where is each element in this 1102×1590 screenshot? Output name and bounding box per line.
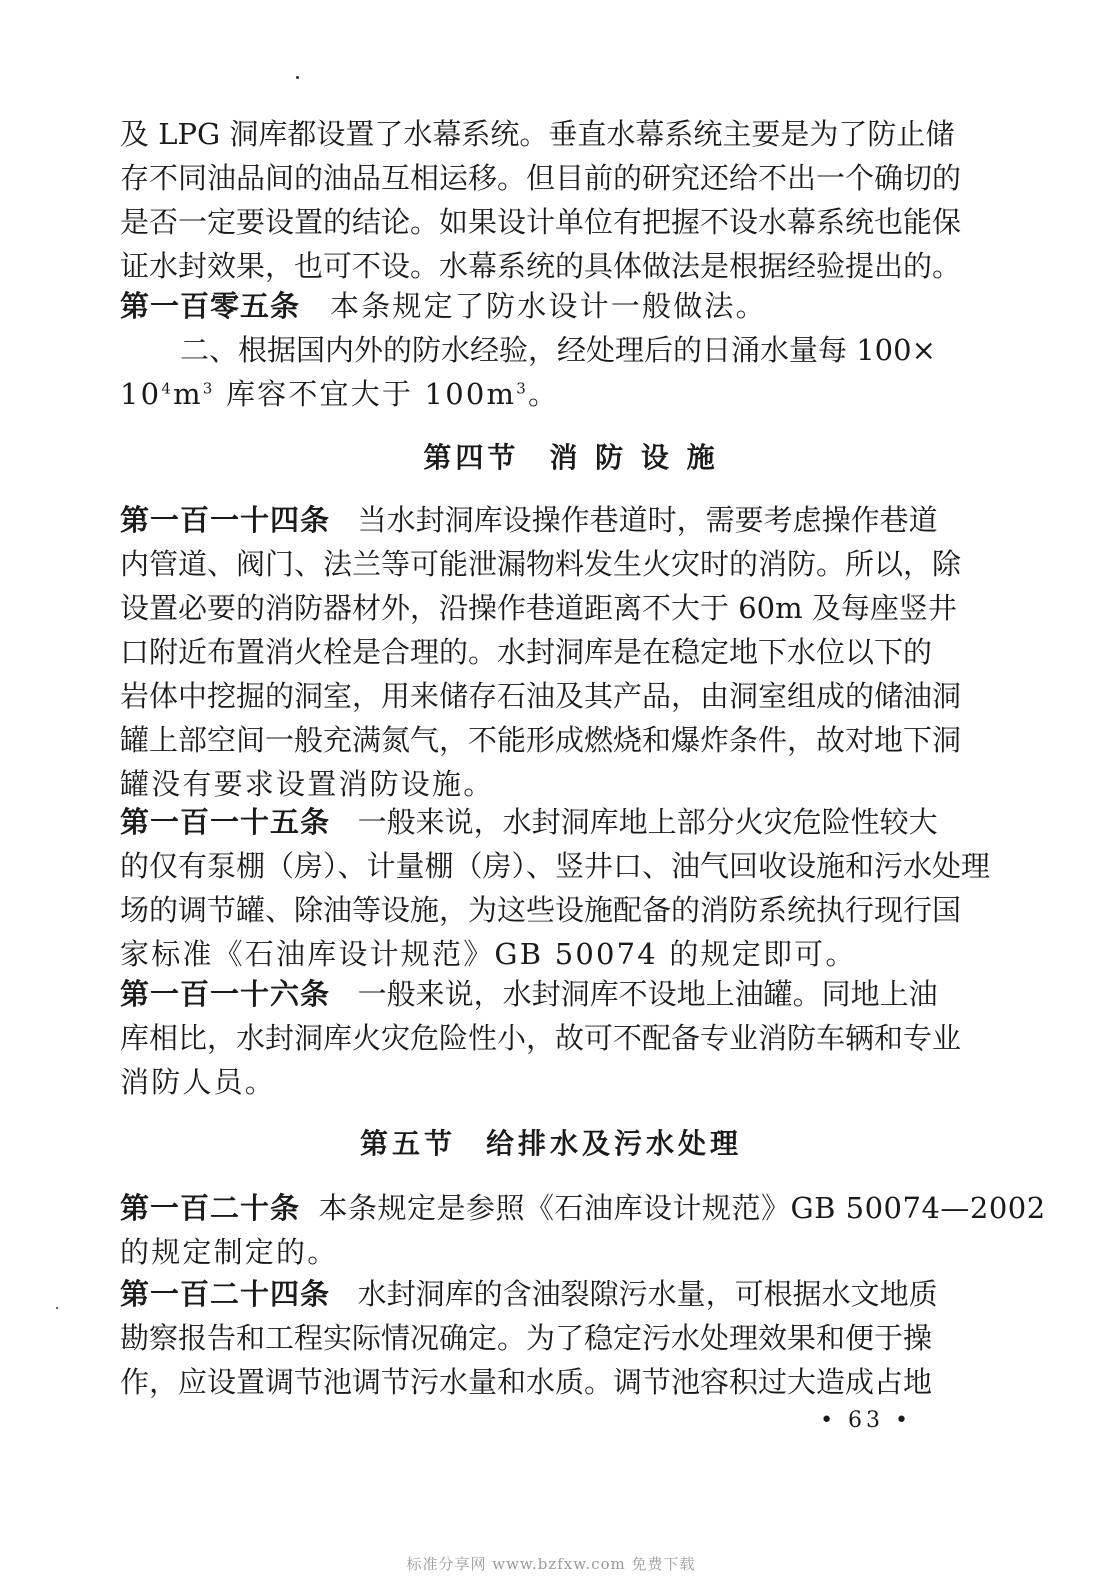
article-115 (120, 800, 991, 976)
article-heading: 第一百一十四条 (120, 503, 331, 537)
page-number: • 63 • (820, 1408, 912, 1433)
section-number: 第四节 (423, 441, 520, 474)
article-heading: 第一百二十四条 (120, 1277, 331, 1311)
text-line: 岩体中挖掘的洞室，用来储存石油及其产品，由洞室组成的储油洞 (120, 679, 962, 713)
article-text: 水封洞库的含油裂隙污水量，可根据水文地质 (357, 1277, 938, 1311)
section-heading (0, 1122, 1102, 1162)
text-line: 库相比，水封洞库火灾危险性小，故可不配备专业消防车辆和专业 (120, 1021, 962, 1055)
article-heading: 第一百二十条 (120, 1191, 301, 1225)
text-line: 家标准《石油库设计规范》GB 50074 的规定即可。 (120, 937, 857, 971)
text-line: 是否一定要设置的结论。如果设计单位有把握不设水幕系统也能保 (120, 205, 962, 239)
text-line: 场的调节罐、除油等设施，为这些设施配备的消防系统执行现行国 (120, 893, 962, 927)
article-124 (120, 1272, 938, 1404)
text-line: 口附近布置消火栓是合理的。水封洞库是在稳定地下水位以下的 (120, 635, 933, 669)
section-title: 消 防 设 施 (549, 441, 719, 474)
article-text: 一般来说，水封洞库地上部分火灾危险性较大 (357, 805, 938, 839)
article-text: 本条规定了防水设计一般做法。 (330, 289, 767, 323)
text-line: 二、根据国内外的防水经验，经处理后的日涌水量每 100× (180, 333, 936, 367)
paragraph-top (120, 112, 962, 288)
paragraph-water (120, 328, 936, 416)
text-line: $10^4m^3$ 库容不宜大于 $100m^3$。 (120, 377, 560, 411)
scan-speck (296, 76, 299, 79)
article-heading: 第一百一十五条 (120, 805, 331, 839)
article-text: 本条规定是参照《石油库设计规范》GB 50074—2002 (318, 1191, 1046, 1225)
article-heading: 第一百零五条 (120, 289, 301, 323)
section-number: 第五节 (359, 1127, 456, 1160)
article-116 (120, 972, 962, 1104)
section-title: 给排水及污水处理 (486, 1127, 743, 1160)
text-line: 罐上部空间一般充满氮气，不能形成燃烧和爆炸条件，故对地下洞 (120, 723, 962, 757)
text-line: 的仅有泵棚（房）、计量棚（房）、竖井口、油气回收设施和污水处理 (120, 849, 991, 883)
text-line: 及 LPG 洞库都设置了水幕系统。垂直水幕系统主要是为了防止储 (120, 117, 955, 151)
text-line: 设置必要的消防器材外，沿操作巷道距离不大于 60m 及每座竖井 (120, 591, 957, 625)
article-105 (120, 284, 932, 328)
text-line: 的规定制定的。 (120, 1235, 339, 1269)
footer-watermark: 标准分享网 www.bzfxw.com 免费下载 (406, 1555, 696, 1573)
article-text: 当水封洞库设操作巷道时，需要考虑操作巷道 (357, 503, 938, 537)
article-heading: 第一百一十六条 (120, 977, 331, 1011)
article-text: 一般来说，水封洞库不设地上油罐。同地上油 (357, 977, 938, 1011)
text-line: 存不同油品间的油品互相运移。但目前的研究还给不出一个确切的 (120, 161, 962, 195)
text-line: 勘察报告和工程实际情况确定。为了稳定污水处理效果和便于操 (120, 1321, 933, 1355)
text-line: 证水封效果，也可不设。水幕系统的具体做法是根据经验提出的。 (120, 249, 962, 283)
text-line: 作，应设置调节池调节污水量和水质。调节池容积过大造成占地 (120, 1365, 933, 1399)
scan-speck (56, 1307, 58, 1309)
article-114 (120, 498, 962, 806)
article-120 (120, 1186, 1046, 1274)
text-line: 消防人员。 (120, 1065, 277, 1099)
text-line: 内管道、阀门、法兰等可能泄漏物料发生火灾时的消防。所以，除 (120, 547, 962, 581)
section-heading (20, 436, 1102, 476)
text-line: 罐没有要求设置消防设施。 (120, 767, 495, 801)
